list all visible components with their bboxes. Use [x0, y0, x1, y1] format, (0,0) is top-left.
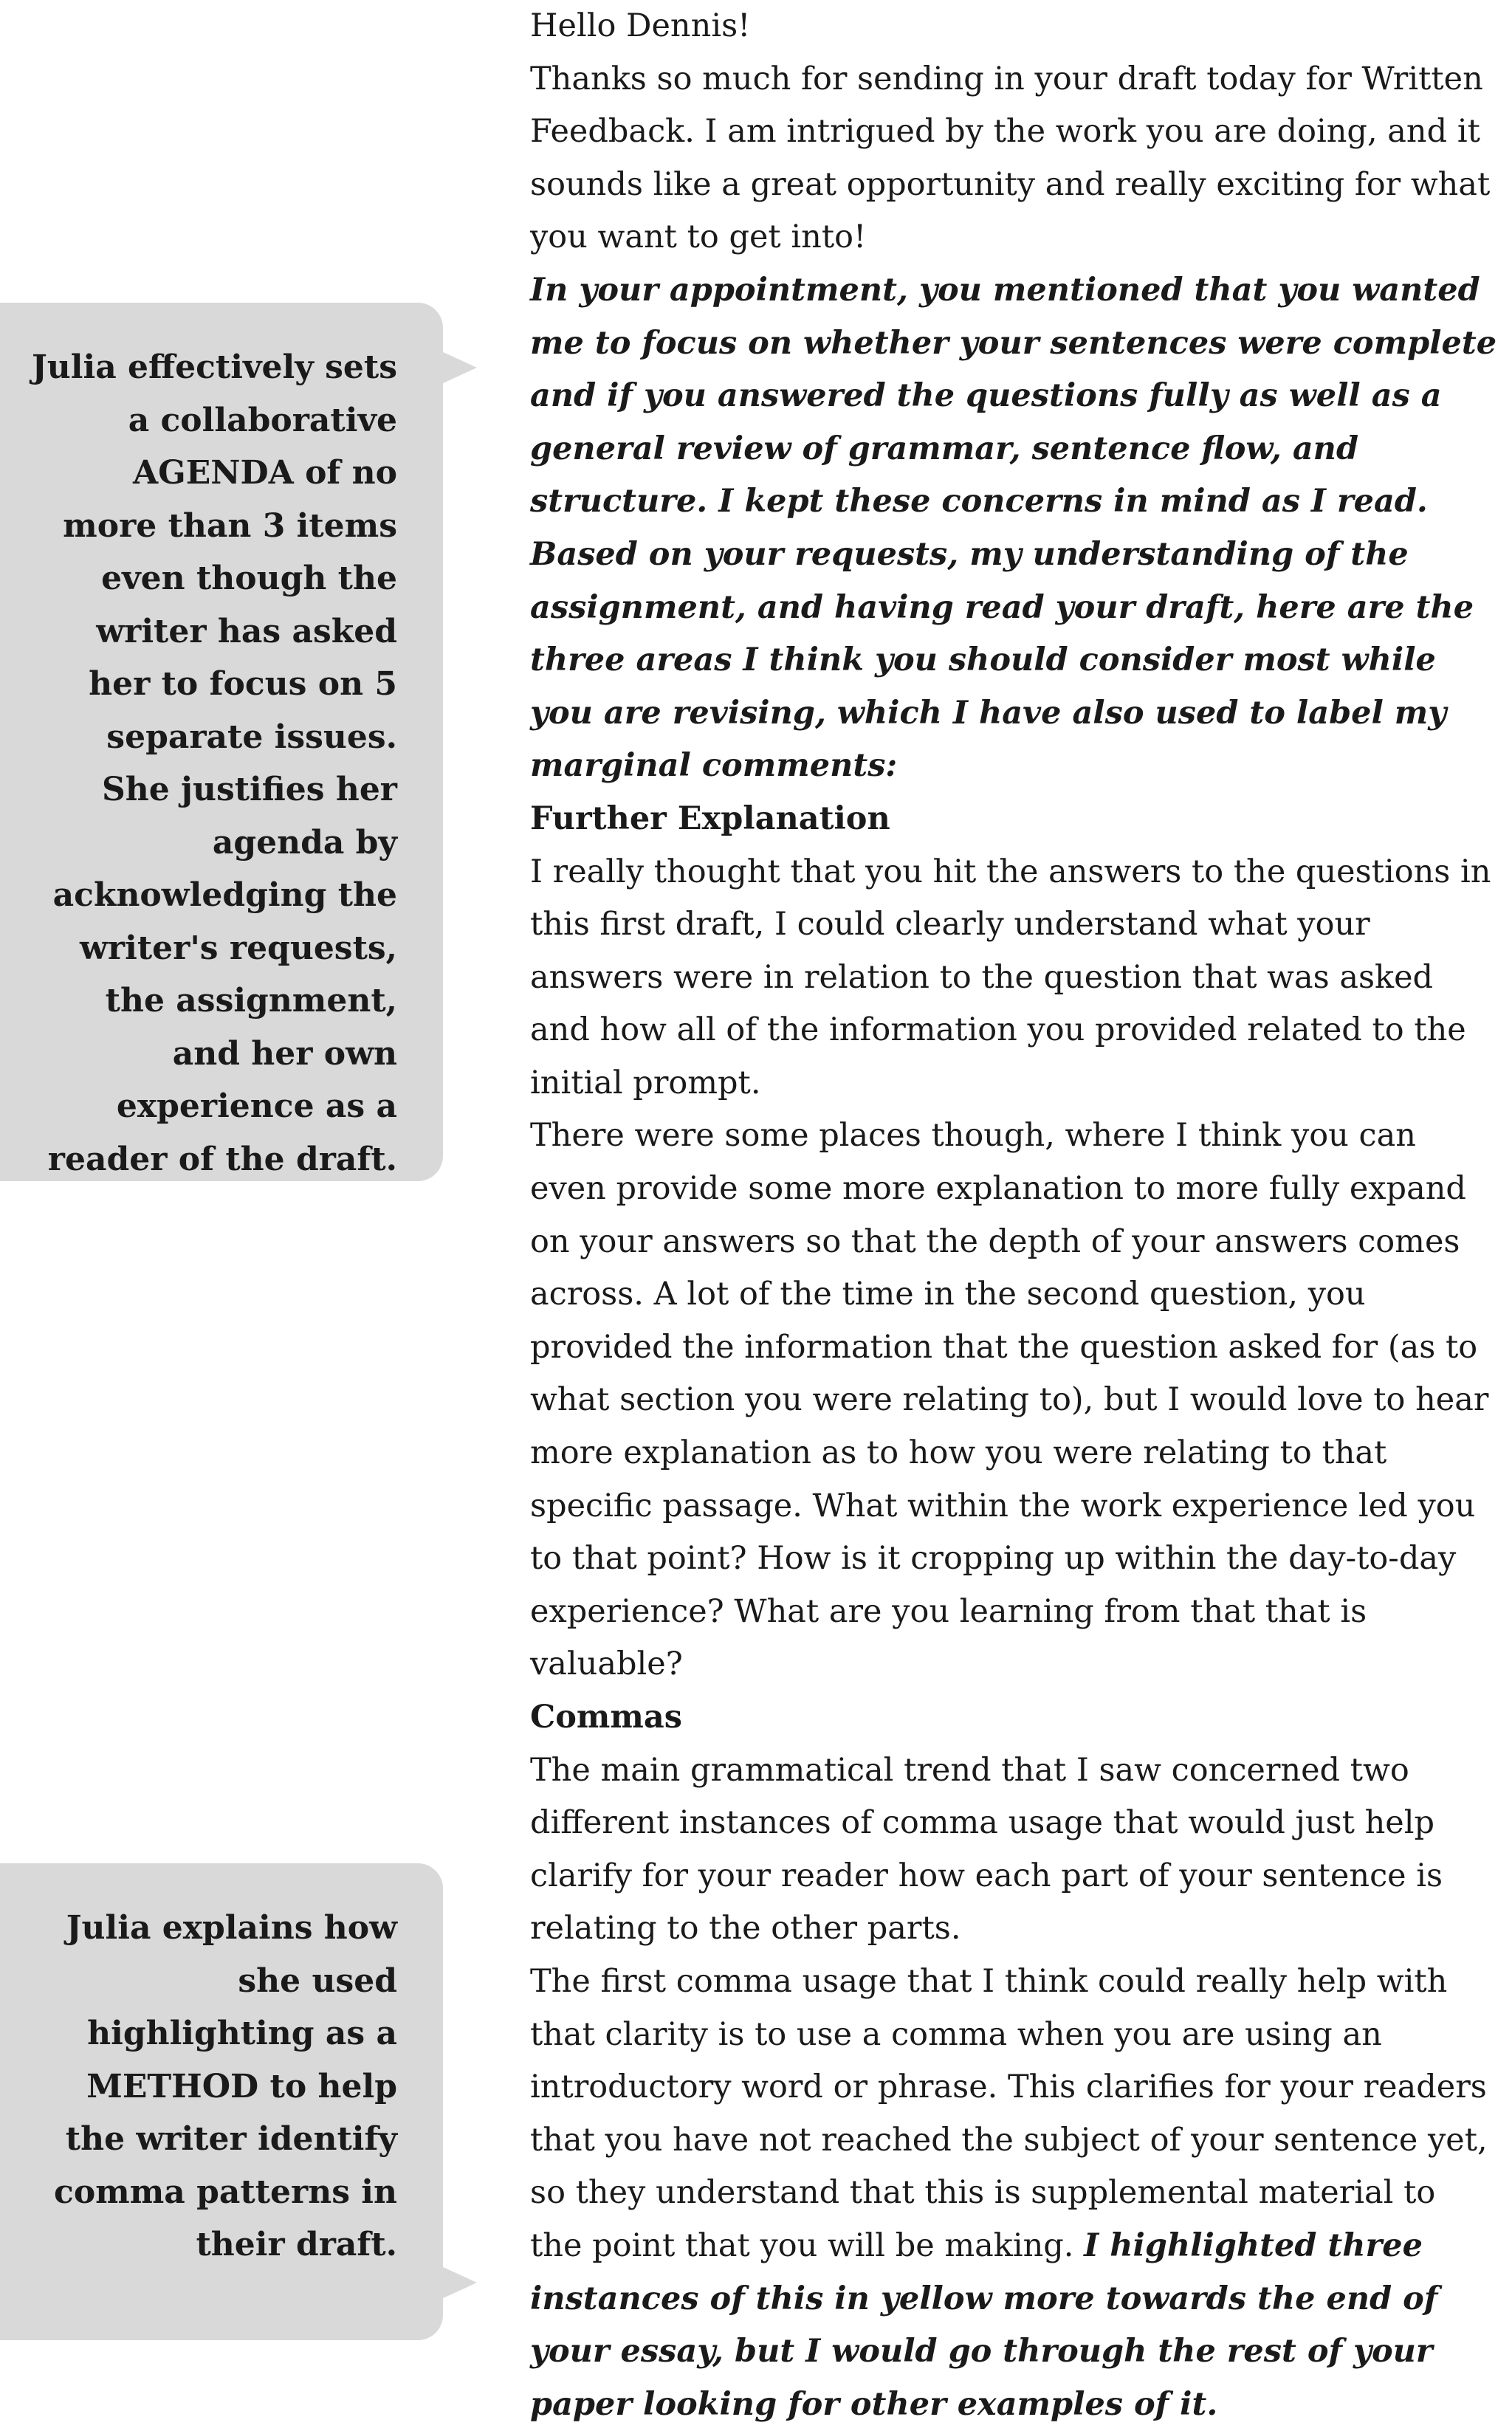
margin-comment-agenda — [0, 303, 443, 1181]
further-explanation-paragraph-1: I really thought that you hit the answers to the questions in this first draft, I could clearly understand what your answers were in relation to the question that was asked and how all of the information you provided related to the initial prompt. — [530, 853, 1491, 1101]
margin-comment-method-pointer — [441, 2266, 477, 2299]
margin-comment-method-text: Julia explains how she used highlighting as a METHOD to help the writer identify comma patterns in their draft. — [54, 1909, 397, 2263]
section-heading-commas: Commas — [530, 1699, 682, 1736]
margin-comment-agenda-text: Julia effectively sets a collaborative AGENDA of no more than 3 items even though the writer has asked her to focus on 5 separate issues. She justifies her agenda by acknowledging the writer's requests, the assignment, and her own experience as a reader of the draft. — [31, 348, 397, 1178]
letter-body — [530, 0, 1497, 2431]
section-heading-further-explanation: Further Explanation — [530, 800, 890, 837]
commas-paragraph-1: The main grammatical trend that I saw concerned two different instances of comma usage that would just help clarify for your reader how each part of your sentence is relating to the other parts. — [530, 1751, 1443, 1947]
commas-paragraph-2-highlight-note: I highlighted three instances of this in yellow more towards the end of your essay, but I would go through the rest of your paper looking for other examples of it. — [530, 2227, 1438, 2423]
letter-greeting: Hello Dennis! — [530, 7, 751, 44]
margin-comment-method — [0, 1863, 443, 2340]
further-explanation-paragraph-2: There were some places though, where I think you can even provide some more explanation to more fully expand on your answers so that the depth of your answers comes across. A lot of the time in the second question, you provided the information that the question asked for (as to what section you were relating to), but I would love to hear more explanation as to how you were relating to that specific passage. What within the work experience led you to that point? How is it cropping up within the day-to-day experience? What are you learning from that that is valuable? — [530, 1117, 1489, 1683]
margin-comment-agenda-pointer — [441, 351, 477, 384]
letter-intro-paragraph: Thanks so much for sending in your draft today for Written Feedback. I am intrigued by the work you are doing, and it sounds like a great opportunity and really exciting for what you want to get into! — [530, 60, 1491, 256]
letter-agenda-paragraph: In your appointment, you mentioned that you wanted me to focus on whether your sentences were complete and if you answered the questions fully as well as a general review of grammar, sentence flow, and structure. I kept these concerns in mind as I read. Based on your requests, my understanding of the assignment, and having read your draft, here are the three areas I think you should consider most while you are revising, which I have also used to label my marginal comments: — [530, 271, 1497, 785]
commas-paragraph-2-plain: The first comma usage that I think could really help with that clarity is to use a comma when you are using an introductory word or phrase. This clarifies for your readers that you have not reached the subject of your sentence yet, so they understand that this is supplemental material to the point that you will be making. — [530, 1962, 1488, 2264]
commas-paragraph-2 — [530, 1956, 1497, 2431]
